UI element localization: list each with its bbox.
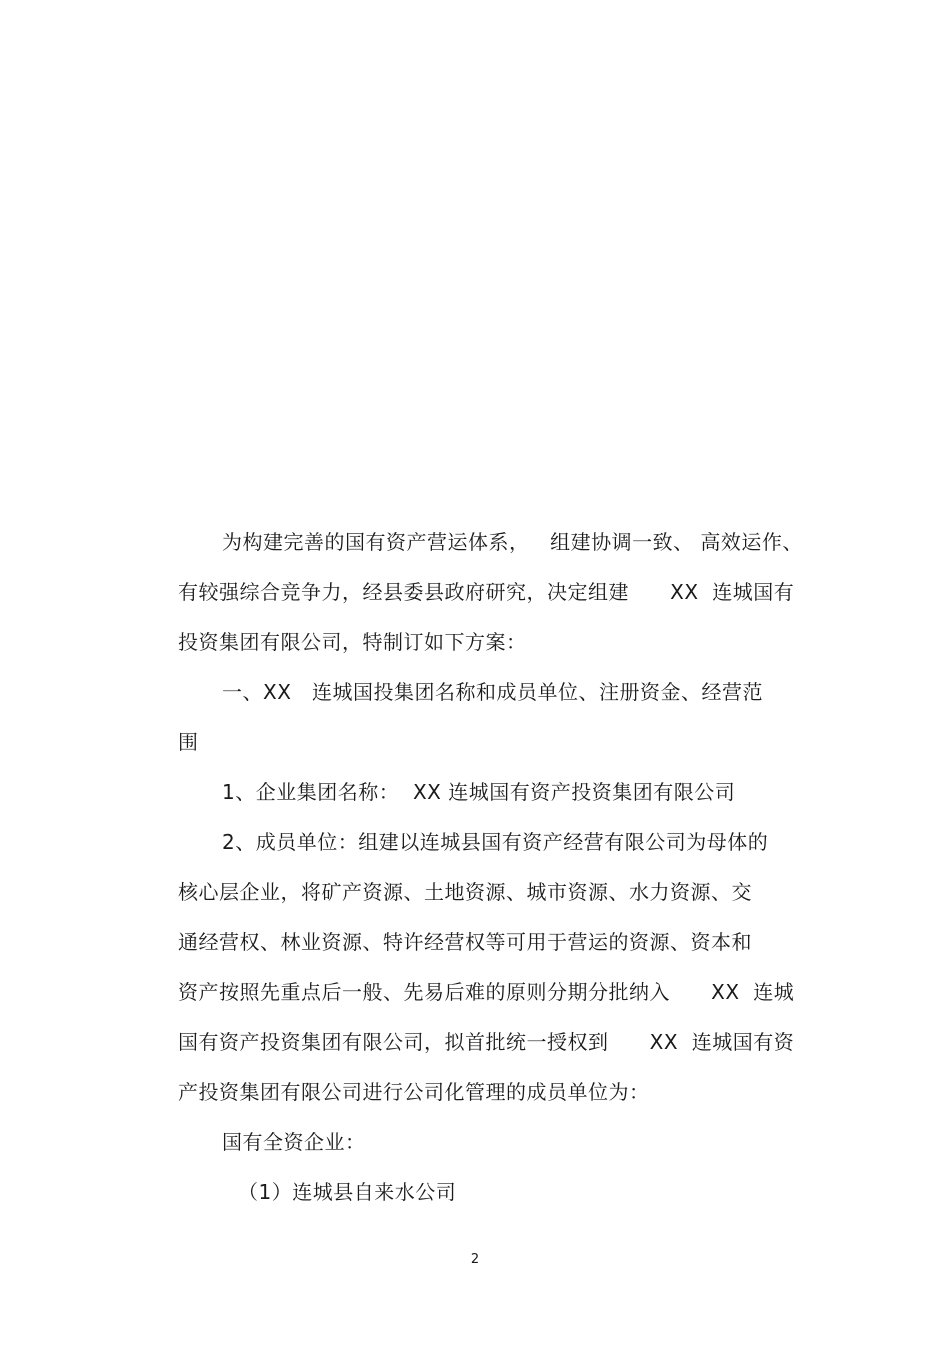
section-heading-continuation: 围: [178, 730, 199, 754]
body-text-line: 产投资集团有限公司进行公司化管理的成员单位为：: [178, 1080, 650, 1104]
subheading: 国有全资企业：: [222, 1130, 366, 1154]
list-item: 1、企业集团名称： XX 连城国有资产投资集团有限公司: [222, 780, 736, 804]
page-number: 2: [470, 1252, 480, 1267]
section-heading: 一、XX 连城国投集团名称和成员单位、注册资金、经营范: [222, 680, 763, 704]
list-item: 2、成员单位：组建以连城县国有资产经营有限公司为母体的: [222, 830, 769, 854]
body-text-line: 通经营权、林业资源、特许经营权等可用于营运的资源、资本和: [178, 930, 752, 954]
body-text-line: 资产按照先重点后一般、先易后难的原则分期分批纳入 XX 连城: [178, 980, 795, 1004]
body-text-line: 有较强综合竞争力，经县委县政府研究，决定组建 XX 连城国有: [178, 580, 795, 604]
body-text-line: 核心层企业，将矿产资源、土地资源、城市资源、水力资源、交: [178, 880, 752, 904]
list-item: （1）连城县自来水公司: [238, 1180, 457, 1204]
body-text-line: 国有资产投资集团有限公司，拟首批统一授权到 XX 连城国有资: [178, 1030, 795, 1054]
body-text-line: 为构建完善的国有资产营运体系， 组建协调一致、 高效运作、: [222, 530, 803, 554]
body-text-line: 投资集团有限公司，特制订如下方案：: [178, 630, 527, 654]
